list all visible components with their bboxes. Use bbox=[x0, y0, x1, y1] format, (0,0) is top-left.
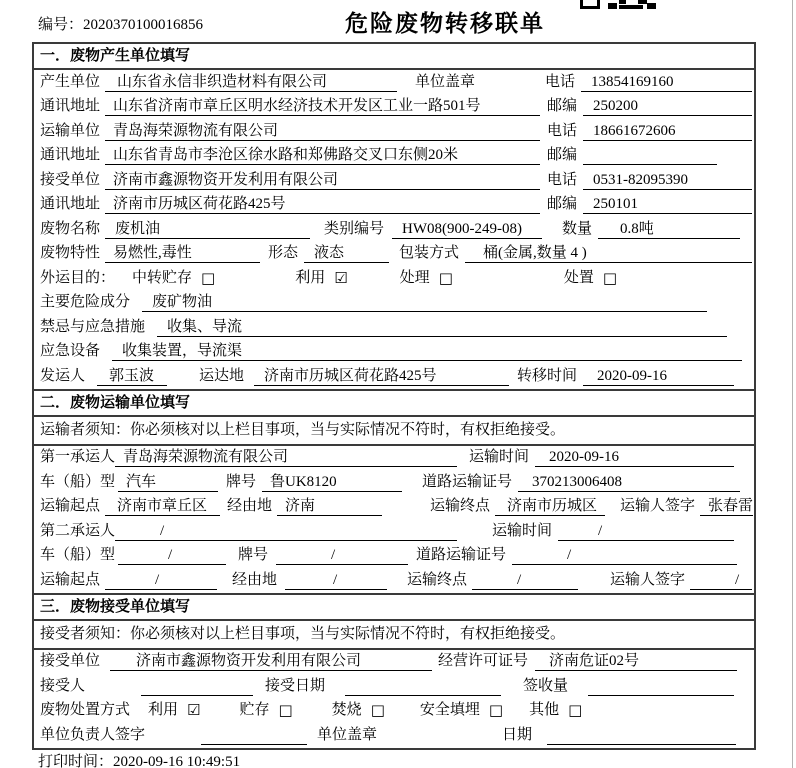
qr-code-fragment-icon bbox=[578, 0, 658, 10]
waste-name-value: 废机油 bbox=[105, 220, 310, 239]
row-waste-characteristics bbox=[34, 242, 754, 267]
form-value: 液态 bbox=[304, 244, 389, 263]
row-vehicle2 bbox=[34, 544, 754, 569]
receive-date-label: 接受日期 bbox=[265, 677, 326, 694]
vehicle-type-label: 车（船）型 bbox=[40, 547, 116, 563]
receive-unit-value: 济南市鑫源物资开发利用有限公司 bbox=[110, 652, 432, 671]
license-label: 经营许可证号 bbox=[438, 653, 529, 669]
origin-value: / bbox=[105, 571, 217, 590]
option-label: 利用 bbox=[148, 702, 179, 718]
option-dispose bbox=[564, 269, 617, 288]
date-value bbox=[547, 726, 736, 745]
row-carrier2 bbox=[34, 519, 754, 544]
section-producer bbox=[34, 44, 754, 389]
purpose-label: 外运目的： bbox=[40, 269, 116, 286]
carrier2-value: / bbox=[115, 522, 457, 541]
row-hazard-component bbox=[34, 291, 754, 316]
plate-value: / bbox=[276, 546, 408, 565]
row-transfer-purpose bbox=[34, 266, 754, 291]
manager-sign-value bbox=[201, 726, 307, 745]
hazard-value: 废矿物油 bbox=[142, 293, 707, 312]
license-value: 济南危证02号 bbox=[535, 652, 737, 671]
row-emergency-measures bbox=[34, 315, 754, 340]
road-permit-value: / bbox=[512, 546, 737, 565]
receiver-zip-value: 250101 bbox=[583, 195, 752, 214]
transfer-date-label: 转移时间 bbox=[517, 367, 578, 384]
receiver-phone-value: 0531-82095390 bbox=[583, 171, 752, 190]
producer-unit-label: 产生单位 bbox=[40, 73, 101, 90]
row-receive-unit bbox=[34, 650, 754, 675]
row-receive-person bbox=[34, 674, 754, 699]
transport-unit-value: 青岛海荣源物流有限公司 bbox=[105, 122, 540, 141]
emergency-equipment-value: 收集装置，导流渠 bbox=[112, 342, 742, 361]
carrier1-value: 青岛海荣源物流有限公司 bbox=[115, 448, 457, 467]
manager-sign-label: 单位负责人签字 bbox=[40, 726, 146, 743]
zip-label: 邮编 bbox=[547, 147, 578, 163]
zip-label: 邮编 bbox=[547, 196, 578, 212]
category-code-value: HW08(900-249-08) bbox=[392, 220, 542, 239]
address-label: 通讯地址 bbox=[40, 98, 101, 114]
shipper-label: 发运人 bbox=[40, 367, 86, 384]
transporter-sign-value: / bbox=[690, 571, 752, 590]
receive-person-label: 接受人 bbox=[40, 677, 86, 694]
phone-label: 电话 bbox=[547, 171, 578, 188]
receiver-address-value: 济南市历城区荷花路425号 bbox=[105, 195, 540, 214]
producer-phone-value: 13854169160 bbox=[581, 73, 752, 92]
endpoint-label: 运输终点 bbox=[430, 498, 491, 514]
option-label: 处置 bbox=[563, 269, 594, 286]
checkbox-unchecked-icon: □ bbox=[602, 268, 618, 287]
option-label: 其他 bbox=[529, 702, 560, 718]
transport-unit-label: 运输单位 bbox=[40, 122, 101, 139]
option-label: 中转贮存 bbox=[132, 269, 193, 286]
section-receiver bbox=[34, 593, 754, 748]
receiver-unit-value: 济南市鑫源物资开发利用有限公司 bbox=[105, 171, 540, 190]
producer-zip-value: 250200 bbox=[583, 97, 752, 116]
via-label: 经由地 bbox=[232, 571, 278, 588]
checkbox-unchecked-icon: □ bbox=[201, 268, 216, 287]
origin-label: 运输起点 bbox=[40, 498, 101, 514]
option-utilize bbox=[295, 269, 347, 288]
address-label: 通讯地址 bbox=[40, 196, 101, 212]
road-permit-value: 370213006408 bbox=[518, 473, 740, 492]
transport-time-value: / bbox=[558, 522, 734, 541]
packaging-value: 桶(金属,数量 4 ) bbox=[465, 244, 752, 263]
row-producer-unit bbox=[34, 70, 754, 95]
receive-person-value bbox=[141, 677, 253, 696]
checkbox-checked-icon: ☑ bbox=[187, 701, 201, 719]
endpoint-value: 济南市历城区 bbox=[495, 497, 605, 516]
row-carrier1 bbox=[34, 446, 754, 471]
transporter-notice: 运输者须知：你必须核对以上栏目事项，当与实际情况不符时，有权拒绝接受。 bbox=[34, 417, 754, 446]
unit-seal-label: 单位盖章 bbox=[317, 726, 378, 743]
page-edge-line bbox=[792, 0, 793, 768]
section2-header: 二．废物运输单位填写 bbox=[34, 391, 754, 417]
option-label: 贮存 bbox=[239, 702, 270, 718]
option-label: 焚烧 bbox=[331, 702, 362, 718]
category-code-label: 类别编号 bbox=[324, 220, 385, 237]
print-time: 打印时间：2020-09-16 10:49:51 bbox=[38, 754, 241, 768]
unit-seal-label: 单位盖章 bbox=[415, 73, 476, 90]
date-label: 日期 bbox=[502, 726, 533, 743]
receive-date-value bbox=[345, 677, 501, 696]
checkbox-unchecked-icon: □ bbox=[568, 701, 583, 719]
phone-label: 电话 bbox=[545, 73, 576, 90]
row-receiver-unit bbox=[34, 168, 754, 193]
serial-value: 2020370100016856 bbox=[83, 17, 204, 33]
row-emergency-equipment bbox=[34, 340, 754, 365]
row-manager-sign bbox=[34, 723, 754, 748]
section3-header: 三．废物接受单位填写 bbox=[34, 595, 754, 621]
emergency-measures-label: 禁忌与应急措施 bbox=[40, 318, 146, 335]
characteristics-label: 废物特性 bbox=[40, 245, 101, 261]
vehicle-type-value: 汽车 bbox=[118, 473, 218, 492]
packaging-label: 包装方式 bbox=[399, 245, 460, 261]
destination-value: 济南市历城区荷花路425号 bbox=[254, 367, 509, 386]
signed-amount-value bbox=[588, 677, 734, 696]
emergency-equipment-label: 应急设备 bbox=[40, 343, 101, 359]
road-permit-label: 道路运输证号 bbox=[422, 473, 513, 490]
row-producer-address bbox=[34, 95, 754, 120]
road-permit-label: 道路运输证号 bbox=[416, 547, 507, 563]
phone-label: 电话 bbox=[547, 122, 578, 139]
row-transport-address bbox=[34, 144, 754, 169]
transport-time-value: 2020-09-16 bbox=[535, 448, 734, 467]
vehicle-type-label: 车（船）型 bbox=[40, 473, 116, 490]
checkbox-unchecked-icon: □ bbox=[370, 701, 385, 719]
origin-label: 运输起点 bbox=[40, 571, 101, 588]
checkbox-checked-icon: ☑ bbox=[334, 268, 348, 287]
form-label: 形态 bbox=[268, 245, 299, 261]
waste-name-label: 废物名称 bbox=[40, 220, 101, 237]
section-transporter bbox=[34, 389, 754, 593]
option-incinerate bbox=[332, 701, 385, 720]
carrier1-label: 第一承运人 bbox=[40, 449, 116, 465]
address-label: 通讯地址 bbox=[40, 147, 101, 163]
option-store bbox=[239, 701, 292, 720]
transporter-sign-label: 运输人签字 bbox=[610, 571, 686, 588]
plate-label: 牌号 bbox=[238, 547, 269, 563]
transfer-date-value: 2020-09-16 bbox=[583, 367, 734, 386]
option-label: 处理 bbox=[399, 269, 430, 286]
transport-address-value: 山东省青岛市李沧区徐水路和郑佛路交叉口东侧20米 bbox=[105, 146, 540, 165]
producer-unit-value: 山东省永信非织造材料有限公司 bbox=[105, 73, 397, 92]
quantity-label: 数量 bbox=[562, 220, 593, 237]
via-value: 济南 bbox=[277, 497, 382, 516]
transporter-sign-value: 张春雷 bbox=[700, 497, 753, 516]
option-label: 安全填埋 bbox=[419, 702, 480, 718]
checkbox-unchecked-icon: □ bbox=[488, 701, 504, 719]
signed-amount-label: 签收量 bbox=[523, 677, 569, 694]
row-route1 bbox=[34, 495, 754, 520]
producer-address-value: 山东省济南市章丘区明水经济技术开发区工业一路501号 bbox=[105, 97, 540, 116]
via-value: / bbox=[285, 571, 387, 590]
serial-label: 编号： bbox=[38, 17, 84, 33]
hazard-label: 主要危险成分 bbox=[40, 294, 131, 310]
option-utilize bbox=[148, 701, 200, 720]
origin-value: 济南市章丘区 bbox=[105, 497, 220, 516]
plate-label: 牌号 bbox=[226, 473, 257, 490]
endpoint-label: 运输终点 bbox=[407, 571, 468, 588]
row-transport-unit bbox=[34, 119, 754, 144]
transport-time-label: 运输时间 bbox=[492, 522, 553, 539]
destination-label: 运达地 bbox=[199, 367, 245, 384]
transport-phone-value: 18661672606 bbox=[583, 122, 752, 141]
endpoint-value: / bbox=[472, 571, 578, 590]
option-other bbox=[529, 701, 582, 720]
quantity-value: 0.8吨 bbox=[598, 220, 740, 239]
carrier2-label: 第二承运人 bbox=[40, 522, 116, 539]
option-landfill bbox=[420, 701, 503, 720]
row-vehicle1 bbox=[34, 470, 754, 495]
checkbox-unchecked-icon: □ bbox=[278, 701, 293, 719]
row-waste-name bbox=[34, 217, 754, 242]
transport-zip-value bbox=[583, 146, 717, 165]
transport-time-label: 运输时间 bbox=[469, 449, 530, 465]
receive-unit-label: 接受单位 bbox=[40, 653, 101, 669]
characteristics-value: 易燃性,毒性 bbox=[105, 244, 260, 263]
option-label: 利用 bbox=[295, 269, 326, 286]
vehicle-type-value: / bbox=[118, 546, 226, 565]
option-treat bbox=[400, 269, 453, 288]
emergency-measures-value: 收集、导流 bbox=[157, 318, 727, 337]
disposal-method-label: 废物处置方式 bbox=[40, 702, 131, 718]
zip-label: 邮编 bbox=[547, 98, 578, 114]
row-receiver-address bbox=[34, 193, 754, 218]
plate-value: 鲁UK8120 bbox=[262, 473, 402, 492]
via-label: 经由地 bbox=[227, 498, 273, 514]
page-title: 危险废物转移联单 bbox=[345, 11, 545, 36]
row-shipper bbox=[34, 364, 754, 389]
row-disposal-method bbox=[34, 699, 754, 724]
checkbox-unchecked-icon: □ bbox=[438, 268, 453, 287]
shipper-value: 郭玉波 bbox=[97, 367, 167, 386]
section1-header: 一．废物产生单位填写 bbox=[34, 44, 754, 70]
receiver-notice: 接受者须知：你必须核对以上栏目事项，当与实际情况不符时，有权拒绝接受。 bbox=[34, 621, 754, 650]
option-transit-storage bbox=[132, 269, 215, 288]
receiver-unit-label: 接受单位 bbox=[40, 171, 101, 188]
row-route2 bbox=[34, 568, 754, 593]
transporter-sign-label: 运输人签字 bbox=[620, 498, 696, 514]
manifest-form bbox=[32, 42, 756, 750]
